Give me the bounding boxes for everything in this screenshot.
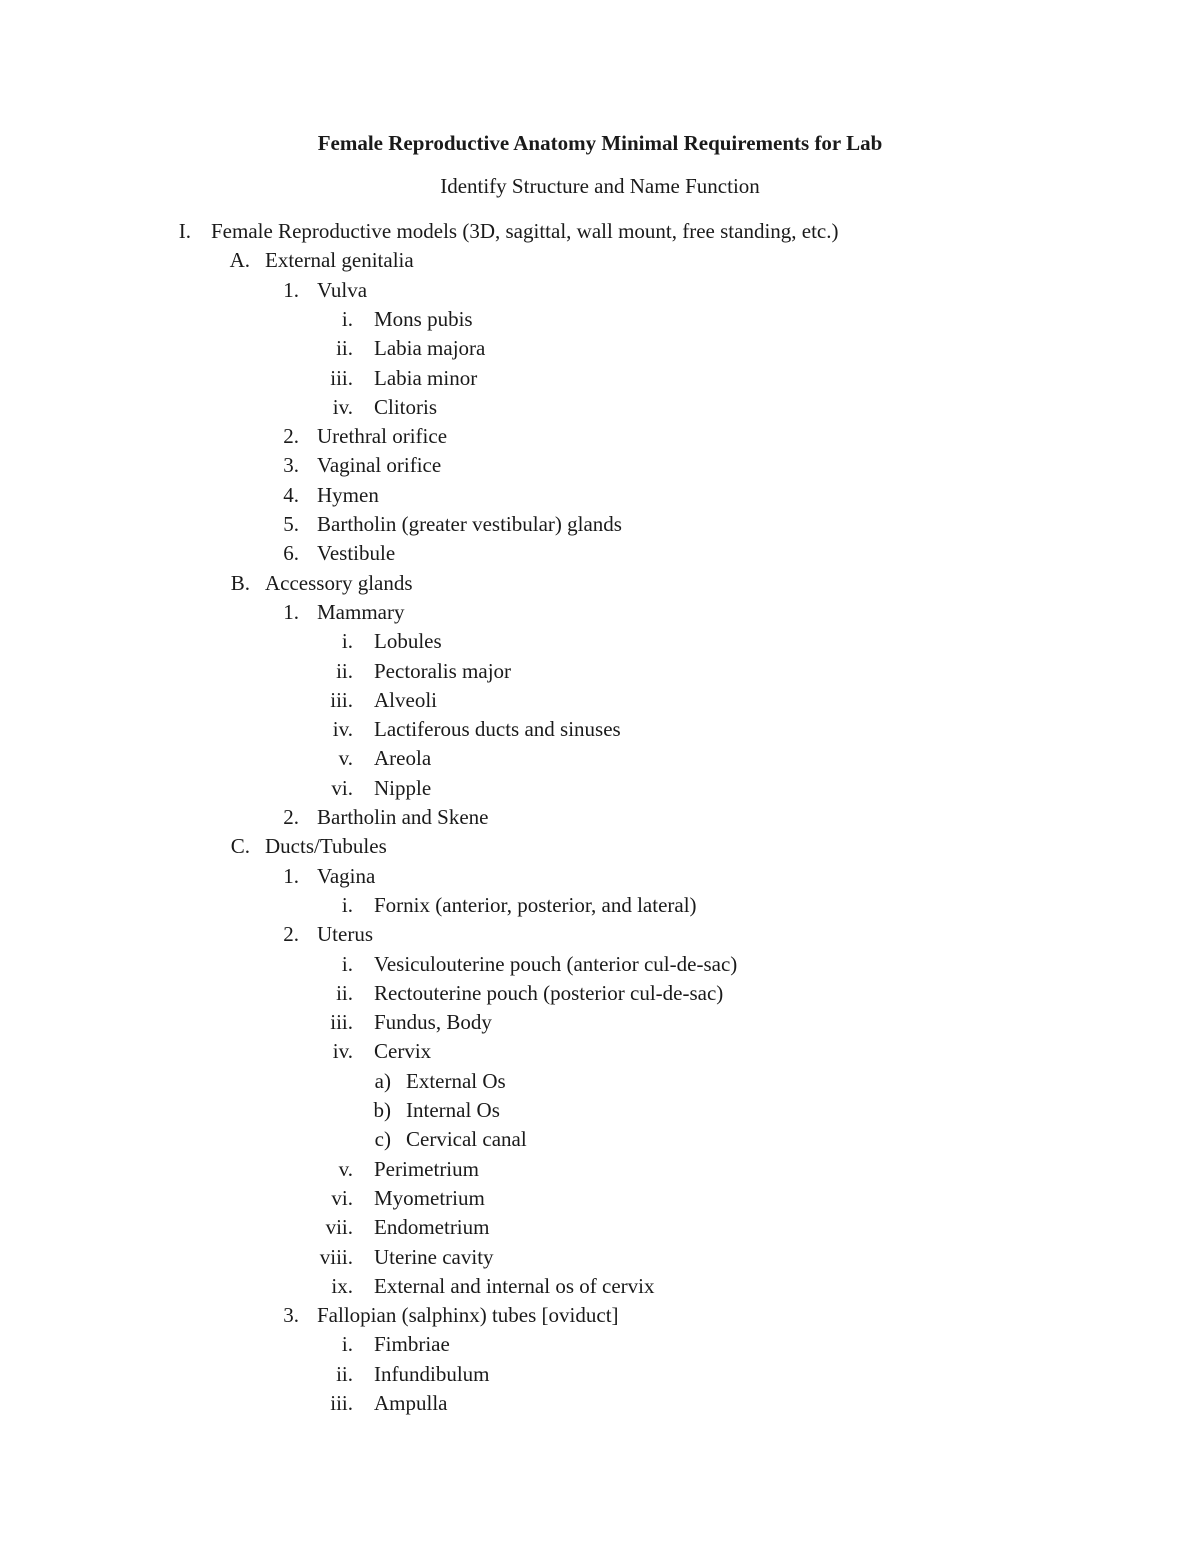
outline-marker: iv. — [332, 1039, 353, 1064]
outline-item-level-4 — [0, 1271, 1200, 1301]
outline-item-level-5 — [0, 1124, 1200, 1154]
outline-marker: A. — [229, 248, 250, 273]
outline-item-level-3 — [0, 421, 1200, 451]
outline-item-level-3 — [0, 275, 1200, 305]
document-subtitle: Identify Structure and Name Function — [440, 174, 760, 198]
outline-item-level-1 — [0, 216, 1200, 246]
outline-item-level-3 — [0, 450, 1200, 480]
outline-item-level-3 — [0, 861, 1200, 891]
outline-marker: i. — [341, 951, 353, 976]
outline-marker: vi. — [331, 775, 353, 800]
outline-text: Alveoli — [374, 687, 437, 712]
outline-item-level-3 — [0, 538, 1200, 568]
outline-item-level-4 — [0, 626, 1200, 656]
outline-item-level-4 — [0, 1329, 1200, 1359]
outline-text: Areola — [374, 746, 432, 771]
outline-item-level-4 — [0, 773, 1200, 803]
outline-text: Ampulla — [374, 1391, 448, 1415]
outline-text: External genitalia — [265, 248, 414, 273]
outline-item-level-3 — [0, 1300, 1200, 1330]
outline-marker: iv. — [332, 717, 353, 742]
outline-text: Cervical canal — [406, 1127, 527, 1152]
outline-text: Clitoris — [374, 394, 438, 419]
outline-marker: 6. — [283, 541, 299, 566]
outline-item-level-4 — [0, 743, 1200, 773]
outline-item-level-4 — [0, 1007, 1200, 1037]
outline-text: Urethral orifice — [317, 424, 448, 449]
outline-marker: i. — [341, 306, 353, 331]
outline-item-level-2 — [0, 568, 1200, 598]
outline-marker: iii. — [330, 1391, 353, 1415]
outline-marker: i. — [341, 629, 353, 654]
outline-marker: i. — [341, 892, 353, 917]
outline-marker: 1. — [283, 863, 299, 888]
outline-marker: iii. — [330, 687, 353, 712]
outline-marker: 4. — [283, 482, 299, 507]
outline-marker: ix. — [331, 1273, 353, 1298]
outline-text: Labia minor — [374, 365, 478, 390]
outline-item-level-4 — [0, 1388, 1200, 1418]
outline-marker: vi. — [331, 1185, 353, 1210]
outline-text: External and internal os of cervix — [374, 1273, 655, 1298]
outline-marker: 2. — [283, 805, 299, 829]
outline-item-level-4 — [0, 333, 1200, 363]
outline-text: Cervix — [374, 1039, 432, 1064]
outline-marker: v. — [338, 1156, 353, 1181]
outline-marker: v. — [338, 746, 353, 771]
outline-marker: ii. — [336, 658, 353, 683]
outline-item-level-3 — [0, 919, 1200, 949]
outline-item-level-3 — [0, 480, 1200, 510]
outline-marker: viii. — [319, 1244, 353, 1269]
outline-item-level-4 — [0, 1359, 1200, 1389]
outline-text: Infundibulum — [374, 1361, 490, 1386]
outline-text: Mons pubis — [374, 306, 473, 331]
outline-text: Myometrium — [374, 1185, 485, 1210]
outline-marker: i. — [341, 1332, 353, 1357]
outline-text: Lobules — [374, 629, 442, 654]
outline-item-level-4 — [0, 890, 1200, 920]
outline-text: Nipple — [374, 775, 432, 800]
outline-marker: vii. — [325, 1215, 353, 1240]
outline-text: Bartholin and Skene — [317, 805, 489, 829]
outline-text: Endometrium — [374, 1215, 490, 1240]
outline-text: Fornix (anterior, posterior, and lateral) — [374, 892, 697, 917]
outline-item-level-4 — [0, 949, 1200, 979]
outline-item-level-4 — [0, 714, 1200, 744]
outline-item-level-4 — [0, 685, 1200, 715]
outline-text: Accessory glands — [265, 570, 413, 595]
outline-item-level-4 — [0, 1036, 1200, 1066]
outline-text: Fimbriae — [374, 1332, 450, 1357]
outline-text: Perimetrium — [374, 1156, 479, 1181]
outline-marker: I. — [178, 219, 191, 243]
outline-text: Ducts/Tubules — [265, 834, 387, 859]
outline-text: Uterine cavity — [374, 1244, 494, 1269]
outline-item-level-4 — [0, 656, 1200, 686]
outline-marker: c) — [374, 1127, 391, 1152]
outline-item-level-4 — [0, 978, 1200, 1008]
outline-marker: C. — [230, 834, 250, 859]
outline-item-level-5 — [0, 1095, 1200, 1125]
outline-item-level-3 — [0, 597, 1200, 627]
outline-item-level-4 — [0, 304, 1200, 334]
outline-text: Female Reproductive models (3D, sagittal, wall mount, free standing, etc.) — [211, 219, 839, 243]
outline-marker: ii. — [336, 980, 353, 1005]
outline-text: Lactiferous ducts and sinuses — [374, 717, 621, 742]
outline-text: Bartholin (greater vestibular) glands — [317, 512, 622, 536]
outline-text: Uterus — [317, 922, 373, 947]
outline-marker: 2. — [283, 922, 299, 947]
outline-text: Vagina — [317, 863, 376, 888]
document-title: Female Reproductive Anatomy Minimal Requirements for Lab — [317, 131, 883, 155]
outline-text: Pectoralis major — [374, 658, 512, 683]
outline-text: Hymen — [317, 482, 379, 507]
outline-item-level-2 — [0, 245, 1200, 275]
outline-text: Vesiculouterine pouch (anterior cul-de-sac) — [374, 951, 738, 976]
outline-item-level-4 — [0, 1212, 1200, 1242]
outline-marker: iv. — [332, 394, 353, 419]
outline-item-level-2 — [0, 831, 1200, 861]
outline-text: Vaginal orifice — [317, 453, 442, 478]
outline-marker: 3. — [283, 1303, 299, 1328]
outline-marker: iii. — [330, 1010, 353, 1035]
outline-marker: ii. — [336, 1361, 353, 1386]
outline-marker: b) — [373, 1098, 391, 1122]
outline-text: Vulva — [317, 277, 368, 302]
outline-text: Mammary — [317, 599, 405, 624]
outline-marker: iii. — [330, 365, 353, 390]
outline-marker: 2. — [283, 424, 299, 449]
outline-item-level-4 — [0, 363, 1200, 393]
outline-marker: 1. — [283, 599, 299, 624]
outline-text: External Os — [406, 1068, 506, 1093]
outline-marker: ii. — [336, 336, 353, 361]
outline-marker: a) — [374, 1068, 391, 1093]
outline-marker: 3. — [283, 453, 299, 478]
outline-text: Vestibule — [317, 541, 396, 566]
outline-item-level-4 — [0, 1154, 1200, 1184]
outline-marker: 1. — [283, 277, 299, 302]
outline-item-level-4 — [0, 1183, 1200, 1213]
outline-item-level-3 — [0, 802, 1200, 832]
outline-item-level-4 — [0, 1242, 1200, 1272]
outline-item-level-5 — [0, 1066, 1200, 1096]
outline-text: Labia majora — [374, 336, 486, 361]
outline-marker: 5. — [283, 512, 299, 536]
outline-marker: B. — [230, 570, 250, 595]
outline-text: Fallopian (salphinx) tubes [oviduct] — [317, 1303, 619, 1328]
outline-text: Rectouterine pouch (posterior cul-de-sac) — [374, 980, 724, 1005]
outline-text: Internal Os — [406, 1098, 500, 1122]
outline-text: Fundus, Body — [374, 1010, 492, 1035]
outline-item-level-3 — [0, 509, 1200, 539]
outline-item-level-4 — [0, 392, 1200, 422]
